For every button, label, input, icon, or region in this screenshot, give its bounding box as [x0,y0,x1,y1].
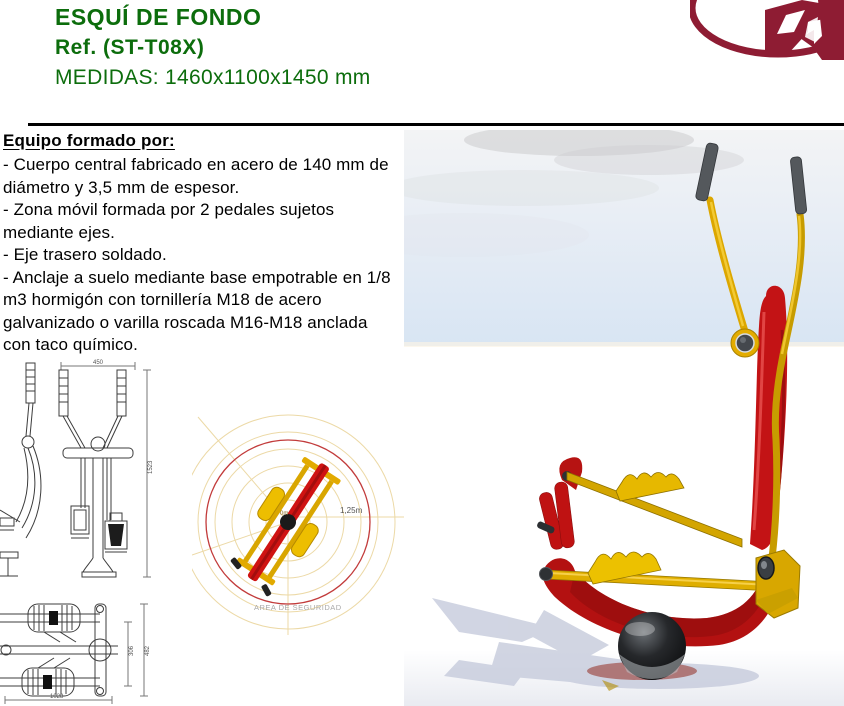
dimension-label-length: 1028 [50,694,64,700]
pedal-bar-far [559,457,742,547]
equipment-item: - Anclaje a suelo mediante base empotrable en 1/8 m3 hormigón con tornillería M18 de acero galvanizado o varilla roscada M16-M18 anclada con taco químico. [3,267,391,354]
product-render [404,130,844,706]
page-title: ESQUÍ DE FONDO [55,4,262,30]
equipment-heading: Equipo formado por: [3,131,175,150]
equipment-item: - Zona móvil formada por 2 pedales sujetos mediante ejes. [3,200,335,242]
header-divider [28,123,844,126]
red-lever-arms [538,481,575,550]
dimension-label-height: 1523 [148,460,154,474]
front-view-drawing [55,358,157,584]
safety-radius-label: 1,25m [340,506,363,515]
safety-center-label: 0m [280,511,289,517]
equipment-description [3,131,395,357]
plan-pedal-block [43,675,52,689]
safety-rings [192,415,404,635]
pivot-hub [731,329,759,357]
header-title-block [55,2,371,93]
safety-area-diagram [192,405,407,640]
product-ref: Ref. (ST-T08X) [55,36,205,59]
rear-pivot-assembly [756,550,800,618]
side-arm [22,448,35,528]
dimension-label-width-inner: 306 [129,645,135,656]
dimension-label-width: 450 [93,360,104,366]
side-handle [26,363,35,403]
dimension-label-width-outer: 482 [145,645,151,656]
equipment-item: - Eje trasero soldado. [3,245,167,264]
plan-view-drawing [0,596,156,706]
brand-logo-icon [690,0,844,72]
safety-area-label: AREA DE SEGURIDAD [254,603,342,612]
side-view-drawing [0,360,56,578]
front-pedal-block [108,524,124,546]
product-dimensions: MEDIDAS: 1460x1100x1450 mm [55,66,371,89]
equipment-item: - Cuerpo central fabricado en acero de 140 mm de diámetro y 3,5 mm de espesor. [3,155,389,197]
plan-pedal-block [49,611,58,625]
base-sphere [618,612,686,680]
